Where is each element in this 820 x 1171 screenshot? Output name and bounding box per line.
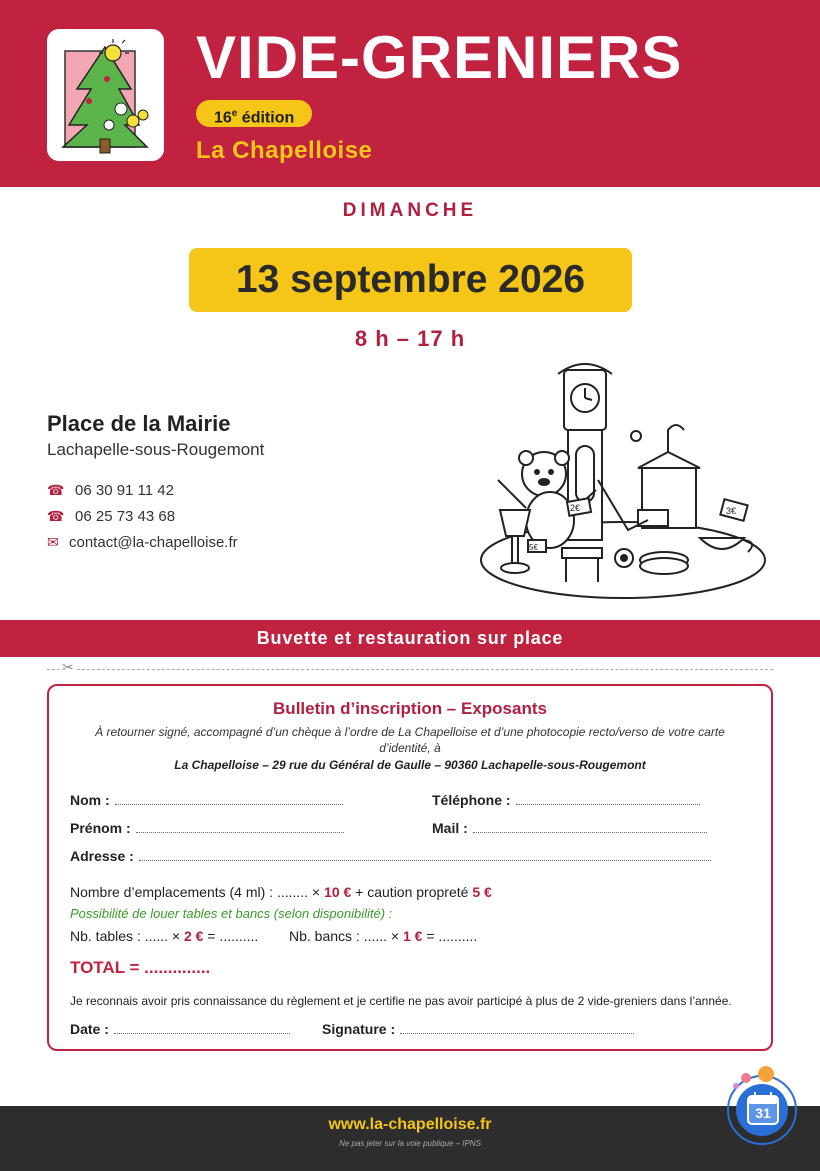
- field-date-label: Date :: [70, 1021, 109, 1037]
- contact-phone-2: [47, 508, 175, 525]
- field-telephone-label: Téléphone :: [432, 792, 511, 808]
- field-signature-label: Signature :: [322, 1021, 396, 1037]
- registration-form: [47, 684, 773, 1051]
- cut-line: [47, 661, 773, 677]
- field-adresse-line[interactable]: [139, 849, 711, 861]
- field-mail-label: Mail :: [432, 820, 468, 836]
- contact-email: [47, 534, 238, 551]
- phone-icon: ☎: [47, 508, 65, 524]
- total-line: TOTAL = ..............: [70, 958, 211, 977]
- calendar-day: 31: [755, 1105, 771, 1121]
- event-day: DIMANCHE: [342, 200, 478, 221]
- emplacements-text: Nombre d’emplacements (4 ml) : ........ ×: [70, 884, 325, 900]
- refreshment-banner: Buvette et restauration sur place: [0, 620, 820, 657]
- rental-option: Possibilité de louer tables et bancs (selon disponibilité) :: [70, 906, 393, 921]
- page-title: VIDE-GRENIERS: [196, 24, 683, 91]
- edition-number: 16: [214, 109, 232, 127]
- tree-logo-icon: [47, 29, 164, 161]
- field-nom-line[interactable]: [115, 793, 343, 805]
- dashed-divider: [47, 669, 773, 670]
- contact-email-text: contact@la-chapelloise.fr: [69, 534, 238, 551]
- contact-phone-2-text: 06 25 73 43 68: [75, 508, 176, 525]
- bancs-line: [289, 928, 477, 944]
- price-tag-3: 5€: [529, 543, 538, 552]
- organization-name: La Chapelloise: [196, 137, 373, 164]
- deposit-price: 5 €: [472, 884, 492, 900]
- field-nom-label: Nom :: [70, 792, 110, 808]
- field-prenom-label: Prénom :: [70, 820, 131, 836]
- field-telephone-line[interactable]: [516, 793, 700, 805]
- form-instructions: À retourner signé, accompagné d’un chèque à l’ordre de La Chapelloise et d’une photocopie recto/verso de votre carte d’identité, à: [95, 725, 725, 755]
- field-date-line[interactable]: [114, 1022, 290, 1034]
- form-address: La Chapelloise – 29 rue du Général de Gaulle – 90360 Lachapelle-sous-Rougemont: [174, 758, 646, 772]
- contact-phone-1-text: 06 30 91 11 42: [75, 482, 174, 499]
- ipns-notice: Ne pas jeter sur la voie publique – IPNS: [339, 1139, 481, 1148]
- emplacements-mid: + caution propreté: [351, 884, 473, 900]
- contact-phone-1: [47, 482, 174, 499]
- field-signature[interactable]: [322, 1021, 634, 1037]
- table-price: 2 €: [184, 928, 204, 944]
- field-date[interactable]: [70, 1021, 290, 1037]
- emplacements-line: [70, 884, 492, 900]
- emplacement-price: 10 €: [324, 884, 352, 900]
- location-town: Lachapelle-sous-Rougemont: [47, 440, 265, 459]
- location-place: Place de la Mairie: [47, 411, 231, 436]
- bancs-rest: = ..........: [422, 928, 478, 944]
- event-date: 13 septembre 2026: [189, 248, 632, 312]
- tables-line: [70, 928, 258, 944]
- field-telephone[interactable]: [432, 792, 700, 808]
- form-title: Bulletin d’inscription – Exposants: [273, 699, 547, 718]
- bancs-label: Nb. bancs : ...... ×: [289, 928, 403, 944]
- tables-rest: = ..........: [203, 928, 259, 944]
- scissors-icon: ✂: [59, 659, 77, 676]
- field-adresse-label: Adresse :: [70, 848, 134, 864]
- field-signature-line[interactable]: [400, 1022, 634, 1034]
- tables-label: Nb. tables : ...... ×: [70, 928, 184, 944]
- field-nom[interactable]: [70, 792, 343, 808]
- flea-market-illustration: [478, 360, 770, 605]
- logo: [47, 29, 164, 161]
- field-mail-line[interactable]: [473, 821, 707, 833]
- edition-badge: [196, 100, 312, 127]
- calendar-badge[interactable]: [724, 1064, 802, 1146]
- price-tag-2: 3€: [726, 506, 737, 516]
- field-prenom[interactable]: [70, 820, 344, 836]
- declaration-text: Je reconnais avoir pris connaissance du règlement et je certifie ne pas avoir participé à plus de 2 vide-greniers dans l’année.: [70, 994, 732, 1008]
- price-tag-1: 2€: [570, 503, 581, 513]
- mail-icon: ✉: [47, 534, 59, 550]
- website-link[interactable]: www.la-chapelloise.fr: [328, 1116, 492, 1133]
- phone-icon: ☎: [47, 482, 65, 498]
- edition-suffix: e: [231, 108, 238, 119]
- field-mail[interactable]: [432, 820, 707, 836]
- field-adresse[interactable]: [70, 848, 711, 864]
- event-hours: 8 h – 17 h: [354, 326, 466, 351]
- field-prenom-line[interactable]: [136, 821, 344, 833]
- edition-word: édition: [237, 109, 295, 127]
- banc-price: 1 €: [403, 928, 423, 944]
